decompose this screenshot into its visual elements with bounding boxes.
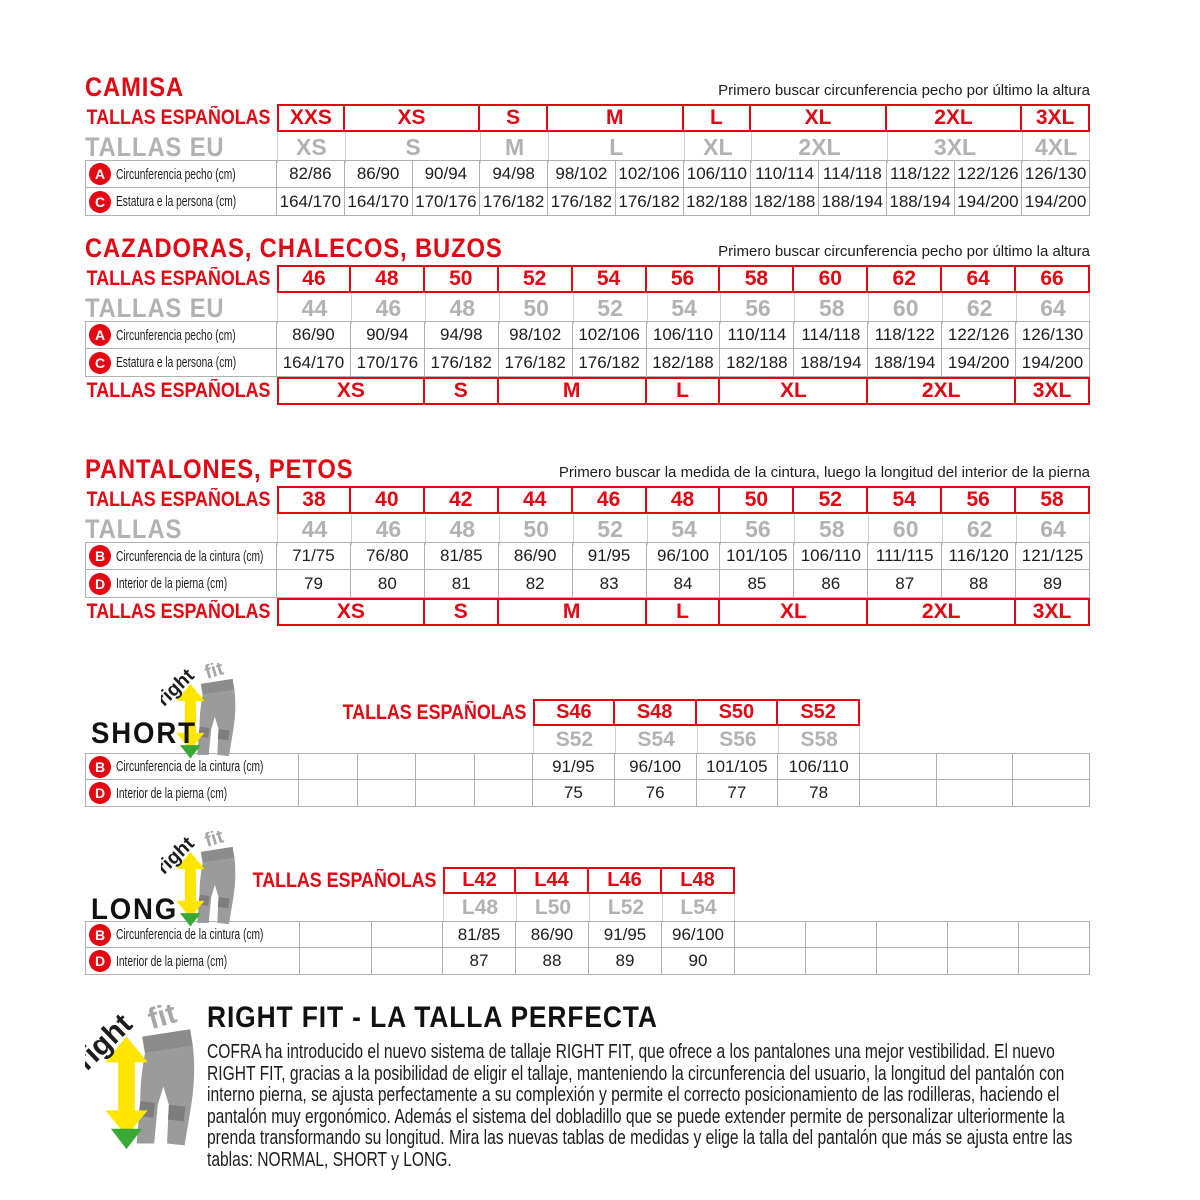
- spanish-sizes-label: TALLAS ESPAÑOLAS: [86, 379, 271, 402]
- spanish-size-cell: 2XL: [887, 104, 1023, 132]
- measure-cell: 110/114: [720, 321, 794, 349]
- spanish-size-cell: 66: [1016, 265, 1090, 293]
- cazadoras-header: [85, 234, 1090, 262]
- rightfit-logo-large: [85, 1005, 203, 1153]
- pantalones-sizes-row: [85, 514, 1090, 542]
- eu-sizes-label: TALLAS EU: [85, 132, 225, 162]
- eu-size-cell: 50: [499, 293, 573, 324]
- measure-cell: [877, 921, 948, 948]
- cazadoras-eu-sizes-row: [85, 293, 1090, 321]
- spanish-size-cell: 46: [573, 486, 647, 514]
- measure-cell: 94/98: [425, 321, 499, 349]
- measure-cell: 86/90: [345, 160, 413, 188]
- spanish-size-cell: 50: [425, 265, 499, 293]
- measure-cell: 80: [351, 570, 425, 598]
- measure-cell: 90: [662, 948, 735, 975]
- measure-cell: 91/95: [573, 542, 647, 570]
- pantalones-letter-sizes-row: [85, 598, 1090, 626]
- spanish-size-cell: 60: [794, 265, 868, 293]
- measure-cell: [300, 948, 372, 975]
- spanish-size-cell: 46: [277, 265, 351, 293]
- letter-size-cell: XS: [277, 377, 425, 405]
- letter-size-cell: M: [499, 598, 647, 626]
- measure-cell: [358, 753, 417, 780]
- height-row-label: C Estatura e la persona (cm): [85, 349, 277, 377]
- measure-cell: 126/130: [1016, 321, 1090, 349]
- spanish-size-cell: XL: [751, 104, 887, 132]
- measure-cell: 194/200: [955, 188, 1023, 216]
- short-waist-row: [85, 753, 1090, 780]
- measure-cell: 176/182: [425, 349, 499, 377]
- measure-cell: 106/110: [647, 321, 721, 349]
- measure-cell: 176/182: [499, 349, 573, 377]
- measure-cell: 114/118: [819, 160, 887, 188]
- long-label: LONG: [91, 893, 179, 926]
- eu-size-cell: 64: [1016, 293, 1090, 324]
- measure-cell: 116/120: [942, 542, 1016, 570]
- spanish-size-cell: 48: [647, 486, 721, 514]
- camisa-table: [85, 73, 1090, 216]
- short-table: [85, 663, 1090, 807]
- measure-cell: 101/105: [720, 542, 794, 570]
- measure-cell: 121/125: [1016, 542, 1090, 570]
- camisa-height-row: [85, 188, 1090, 216]
- letter-a-badge: A: [89, 324, 111, 346]
- spanish-size-cell: 56: [647, 265, 721, 293]
- measure-cell: 176/182: [548, 188, 616, 216]
- chest-row-label: A Circunferencia pecho (cm): [85, 321, 277, 349]
- measure-cell: 82/86: [277, 160, 345, 188]
- measure-cell: [358, 780, 417, 807]
- measure-cell: 84: [647, 570, 721, 598]
- measure-cell: 86/90: [499, 542, 573, 570]
- long-gray-size-cell: L52: [589, 894, 662, 921]
- letter-size-cell: 3XL: [1016, 598, 1090, 626]
- measure-cell: 102/106: [616, 160, 684, 188]
- measure-cell: 194/200: [1022, 188, 1090, 216]
- measure-cell: 81/85: [425, 542, 499, 570]
- measure-cell: 164/170: [345, 188, 413, 216]
- measure-cell: [1019, 948, 1090, 975]
- spanish-sizes-label: TALLAS ESPAÑOLAS: [86, 488, 271, 511]
- measure-cell: 89: [589, 948, 662, 975]
- measure-cell: 81/85: [443, 921, 516, 948]
- pantalones-title: PANTALONES, PETOS: [85, 454, 354, 484]
- measure-cell: 110/114: [751, 160, 819, 188]
- short-gray-size-cell: S56: [697, 726, 779, 753]
- measure-cell: 96/100: [647, 542, 721, 570]
- spanish-size-cell: 62: [868, 265, 942, 293]
- height-row-label: C Estatura e la persona (cm): [85, 188, 277, 216]
- measure-cell: [416, 780, 475, 807]
- long-size-cell: L48: [662, 867, 735, 894]
- spanish-size-cell: 48: [351, 265, 425, 293]
- measure-cell: 101/105: [697, 753, 779, 780]
- measure-cell: 118/122: [887, 160, 955, 188]
- size-cell: 58: [794, 514, 868, 545]
- measure-cell: 87: [443, 948, 516, 975]
- measure-cell: 122/126: [955, 160, 1023, 188]
- eu-size-cell: 56: [720, 293, 794, 324]
- measure-cell: 86/90: [277, 321, 351, 349]
- spanish-size-cell: L: [684, 104, 752, 132]
- eu-size-cell: XL: [684, 132, 752, 163]
- measure-cell: [860, 753, 937, 780]
- measure-cell: 188/194: [868, 349, 942, 377]
- measure-cell: [1013, 753, 1090, 780]
- eu-size-cell: 3XL: [887, 132, 1023, 163]
- spanish-size-cell: 42: [425, 486, 499, 514]
- rightfit-content: [207, 1001, 1195, 1171]
- rightfit-section: [85, 1001, 1195, 1171]
- eu-size-cell: 48: [425, 293, 499, 324]
- letter-size-cell: L: [647, 598, 721, 626]
- measure-cell: 91/95: [589, 921, 662, 948]
- letter-c-badge: C: [89, 191, 111, 213]
- measure-cell: 164/170: [277, 349, 351, 377]
- camisa-chest-row: [85, 160, 1090, 188]
- eu-size-cell: L: [548, 132, 684, 163]
- size-cell: 60: [868, 514, 942, 545]
- measure-cell: 88: [942, 570, 1016, 598]
- inseam-row-label: D Interior de la pierna (cm): [85, 948, 300, 975]
- eu-size-cell: XS: [277, 132, 345, 163]
- spanish-size-cell: 64: [942, 265, 1016, 293]
- measure-cell: [372, 921, 444, 948]
- measure-cell: 78: [778, 780, 860, 807]
- eu-size-cell: 4XL: [1022, 132, 1090, 163]
- measure-cell: [475, 780, 534, 807]
- size-cell: 50: [499, 514, 573, 545]
- measure-cell: 89: [1016, 570, 1090, 598]
- spanish-size-cell: 56: [942, 486, 1016, 514]
- letter-size-cell: 2XL: [868, 377, 1016, 405]
- spanish-size-cell: 3XL: [1022, 104, 1090, 132]
- eu-size-cell: 54: [647, 293, 721, 324]
- letter-d-badge: D: [89, 573, 111, 595]
- rightfit-title: RIGHT FIT - LA TALLA PERFECTA: [207, 1001, 658, 1034]
- waist-row-label: B Circunferencia de la cintura (cm): [85, 542, 277, 570]
- letter-b-badge: B: [89, 924, 111, 946]
- spanish-sizes-label: TALLAS ESPAÑOLAS: [252, 868, 437, 892]
- cazadoras-table: [85, 234, 1090, 405]
- camisa-header: [85, 73, 1090, 101]
- long-size-cell: L46: [589, 867, 662, 894]
- cazadoras-height-row: [85, 349, 1090, 377]
- measure-cell: 194/200: [1016, 349, 1090, 377]
- measure-cell: [948, 921, 1019, 948]
- measure-cell: 71/75: [277, 542, 351, 570]
- measure-cell: [860, 780, 937, 807]
- short-size-cell: S48: [615, 699, 697, 726]
- measure-cell: 188/194: [819, 188, 887, 216]
- measure-cell: 86/90: [516, 921, 589, 948]
- measure-cell: [416, 753, 475, 780]
- measure-cell: 86: [794, 570, 868, 598]
- measure-cell: 91/95: [533, 753, 615, 780]
- size-cell: 62: [942, 514, 1016, 545]
- measure-cell: 176/182: [573, 349, 647, 377]
- eu-size-cell: 52: [573, 293, 647, 324]
- measure-cell: 176/182: [480, 188, 548, 216]
- measure-cell: [300, 921, 372, 948]
- letter-a-badge: A: [89, 163, 111, 185]
- spanish-sizes-label: TALLAS ESPAÑOLAS: [86, 600, 271, 623]
- measure-cell: 77: [697, 780, 779, 807]
- measure-cell: 90/94: [351, 321, 425, 349]
- measure-cell: 122/126: [942, 321, 1016, 349]
- camisa-eu-sizes-row: [85, 132, 1090, 160]
- size-cell: 52: [573, 514, 647, 545]
- measure-cell: 75: [533, 780, 615, 807]
- measure-cell: [372, 948, 444, 975]
- measure-cell: 90/94: [413, 160, 481, 188]
- letter-size-cell: L: [647, 377, 721, 405]
- cazadoras-chest-row: [85, 321, 1090, 349]
- letter-size-cell: S: [425, 598, 499, 626]
- long-gray-size-cell: L50: [516, 894, 589, 921]
- eu-size-cell: 62: [942, 293, 1016, 324]
- long-gray-size-cell: L48: [443, 894, 516, 921]
- eu-size-cell: 46: [351, 293, 425, 324]
- eu-sizes-label: TALLAS EU: [85, 293, 225, 323]
- letter-size-cell: S: [425, 377, 499, 405]
- size-cell: 44: [277, 514, 351, 545]
- waist-row-label: B Circunferencia de la cintura (cm): [85, 921, 300, 948]
- camisa-note: Primero buscar circunferencia pecho por último la altura: [718, 82, 1090, 99]
- measure-cell: 87: [868, 570, 942, 598]
- measure-cell: [877, 948, 948, 975]
- eu-size-cell: 58: [794, 293, 868, 324]
- spanish-size-cell: XXS: [277, 104, 345, 132]
- rightfit-paragraph: COFRA ha introducido el nuevo sistema de tallaje RIGHT FIT, que ofrece a los pantalones una mejor vestibilidad. El nuevo RIGHT FIT, gracias a la posibilidad de eligir el tallaje, manteniendo la circunferencia del usuario, la longitud del pantalón con interno pierna, se ajusta perfectamente a su complexión y permite el correcto posicionamiento de las rodilleras, haciendo el pantalón muy ergonómico. Además el sistema del dobladillo que se puede extender permite de personalizar ulteriormente la prenda transformando su longitud. Mira las nuevas tablas de medidas y elige la talla del pantalón que más se ajusta entre las tablas: NORMAL, SHORT y LONG.: [207, 1041, 1073, 1171]
- long-size-cell: L44: [516, 867, 589, 894]
- short-size-cell: S52: [778, 699, 860, 726]
- chest-row-label: A Circunferencia pecho (cm): [85, 160, 277, 188]
- eu-size-cell: 60: [868, 293, 942, 324]
- spanish-sizes-label: TALLAS ESPAÑOLAS: [86, 267, 271, 290]
- measure-cell: 164/170: [277, 188, 345, 216]
- measure-cell: 170/176: [351, 349, 425, 377]
- letter-b-badge: B: [89, 545, 111, 567]
- inseam-row-label: D Interior de la pierna (cm): [85, 570, 277, 598]
- size-cell: 46: [351, 514, 425, 545]
- short-size-cell: S50: [697, 699, 779, 726]
- short-inseam-row: [85, 780, 1090, 807]
- measure-cell: [806, 921, 877, 948]
- measure-cell: [948, 948, 1019, 975]
- spanish-size-cell: M: [548, 104, 684, 132]
- long-inseam-row: [85, 948, 1090, 975]
- camisa-spanish-sizes-row: [85, 104, 1090, 132]
- measure-cell: 170/176: [413, 188, 481, 216]
- pantalones-inseam-row: [85, 570, 1090, 598]
- measure-cell: 88: [516, 948, 589, 975]
- measure-cell: [806, 948, 877, 975]
- measure-cell: 182/188: [684, 188, 752, 216]
- measure-cell: [299, 780, 358, 807]
- pantalones-table: [85, 455, 1090, 626]
- letter-c-badge: C: [89, 352, 111, 374]
- measure-cell: [1013, 780, 1090, 807]
- size-cell: 48: [425, 514, 499, 545]
- letter-d-badge: D: [89, 950, 111, 972]
- measure-cell: 126/130: [1022, 160, 1090, 188]
- measure-cell: 106/110: [684, 160, 752, 188]
- pantalones-spanish-sizes-row: [85, 486, 1090, 514]
- long-size-cell: L42: [443, 867, 516, 894]
- cazadoras-spanish-sizes-row: [85, 265, 1090, 293]
- letter-size-cell: M: [499, 377, 647, 405]
- measure-cell: 76: [615, 780, 697, 807]
- spanish-sizes-label: TALLAS ESPAÑOLAS: [86, 106, 271, 129]
- spanish-size-cell: 40: [351, 486, 425, 514]
- spanish-size-cell: 38: [277, 486, 351, 514]
- letter-size-cell: XS: [277, 598, 425, 626]
- letter-size-cell: 3XL: [1016, 377, 1090, 405]
- measure-cell: 96/100: [662, 921, 735, 948]
- letter-size-cell: XL: [720, 377, 868, 405]
- measure-cell: [735, 921, 806, 948]
- inseam-row-label: D Interior de la pierna (cm): [85, 780, 299, 807]
- spanish-size-cell: 58: [720, 265, 794, 293]
- short-gray-size-cell: S54: [615, 726, 697, 753]
- measure-cell: 106/110: [794, 542, 868, 570]
- measure-cell: 182/188: [720, 349, 794, 377]
- long-table: [85, 831, 1090, 975]
- measure-cell: 82: [499, 570, 573, 598]
- measure-cell: 94/98: [480, 160, 548, 188]
- measure-cell: [299, 753, 358, 780]
- measure-cell: 182/188: [751, 188, 819, 216]
- letter-size-cell: XL: [720, 598, 868, 626]
- measure-cell: 96/100: [615, 753, 697, 780]
- spanish-size-cell: 52: [794, 486, 868, 514]
- measure-cell: 102/106: [573, 321, 647, 349]
- cazadoras-note: Primero buscar circunferencia pecho por último la altura: [718, 243, 1090, 260]
- spanish-size-cell: 52: [499, 265, 573, 293]
- long-waist-row: [85, 921, 1090, 948]
- spanish-size-cell: 44: [499, 486, 573, 514]
- pantalones-header: [85, 455, 1090, 483]
- letter-d-badge: D: [89, 782, 111, 804]
- measure-cell: 188/194: [794, 349, 868, 377]
- measure-cell: [735, 948, 806, 975]
- cazadoras-letter-sizes-row: [85, 377, 1090, 405]
- short-gray-size-cell: S58: [778, 726, 860, 753]
- eu-size-cell: 2XL: [751, 132, 887, 163]
- measure-cell: 76/80: [351, 542, 425, 570]
- measure-cell: 182/188: [647, 349, 721, 377]
- short-gray-size-cell: S52: [533, 726, 615, 753]
- sizes-label: TALLAS: [85, 514, 183, 544]
- measure-cell: 111/115: [868, 542, 942, 570]
- measure-cell: [475, 753, 534, 780]
- measure-cell: [1019, 921, 1090, 948]
- measure-cell: 114/118: [794, 321, 868, 349]
- camisa-title: CAMISA: [85, 72, 184, 102]
- measure-cell: 79: [277, 570, 351, 598]
- eu-size-cell: 44: [277, 293, 351, 324]
- measure-cell: 83: [573, 570, 647, 598]
- cazadoras-title: CAZADORAS, CHALECOS, BUZOS: [85, 233, 503, 263]
- measure-cell: [937, 753, 1014, 780]
- pantalones-waist-row: [85, 542, 1090, 570]
- letter-b-badge: B: [89, 756, 111, 778]
- measure-cell: 81: [425, 570, 499, 598]
- spanish-size-cell: XS: [345, 104, 481, 132]
- size-cell: 54: [647, 514, 721, 545]
- spanish-size-cell: 58: [1016, 486, 1090, 514]
- measure-cell: 98/102: [548, 160, 616, 188]
- measure-cell: 188/194: [887, 188, 955, 216]
- measure-cell: 98/102: [499, 321, 573, 349]
- short-label: SHORT: [91, 717, 197, 750]
- spanish-size-cell: S: [480, 104, 548, 132]
- measure-cell: 176/182: [616, 188, 684, 216]
- letter-size-cell: 2XL: [868, 598, 1016, 626]
- size-cell: 64: [1016, 514, 1090, 545]
- spanish-sizes-label: TALLAS ESPAÑOLAS: [342, 700, 527, 724]
- measure-cell: 85: [720, 570, 794, 598]
- long-gray-size-cell: L54: [662, 894, 735, 921]
- short-size-cell: S46: [533, 699, 615, 726]
- waist-row-label: B Circunferencia de la cintura (cm): [85, 753, 299, 780]
- eu-size-cell: M: [480, 132, 548, 163]
- measure-cell: 194/200: [942, 349, 1016, 377]
- eu-size-cell: S: [345, 132, 481, 163]
- spanish-size-cell: 54: [573, 265, 647, 293]
- spanish-size-cell: 54: [868, 486, 942, 514]
- measure-cell: 118/122: [868, 321, 942, 349]
- measure-cell: [937, 780, 1014, 807]
- measure-cell: 106/110: [778, 753, 860, 780]
- size-cell: 56: [720, 514, 794, 545]
- spanish-size-cell: 50: [720, 486, 794, 514]
- pantalones-note: Primero buscar la medida de la cintura, luego la longitud del interior de la pierna: [558, 464, 1090, 481]
